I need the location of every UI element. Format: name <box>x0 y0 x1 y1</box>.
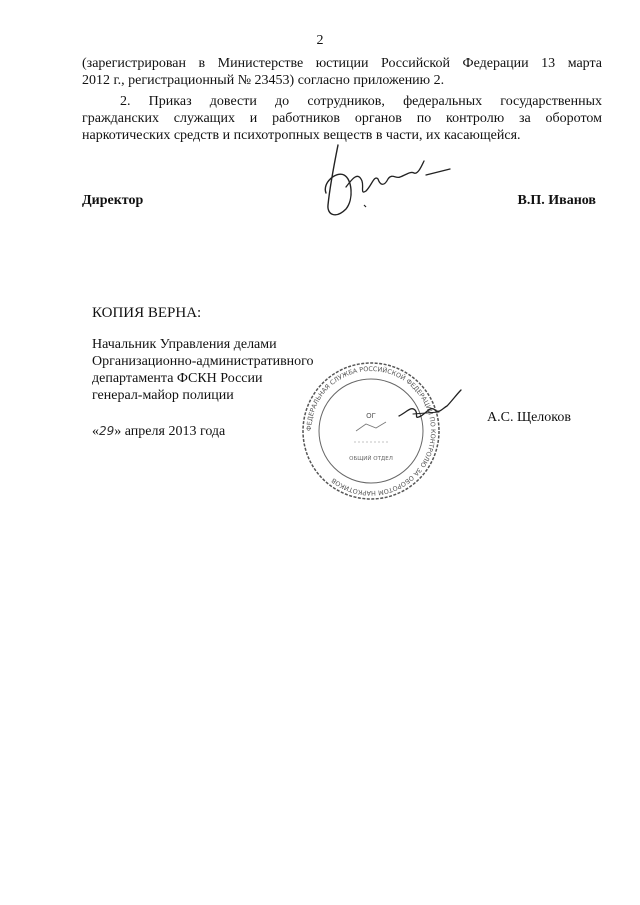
paragraph-1-line-2: 2012 г., регистрационный № 23453) согласно приложению 2. <box>82 73 445 88</box>
signer-position-line-3: департамента ФСКН России <box>92 371 263 386</box>
paragraph-2-line-3: наркотических средств и психотропных веществ в части, их касающейся. <box>82 128 521 143</box>
date-open-quote: « <box>92 424 99 439</box>
paragraph-1 <box>82 55 602 89</box>
official-seal <box>296 356 446 506</box>
director-name: В.П. Иванов <box>517 193 596 208</box>
copy-date <box>92 424 225 440</box>
date-rest: » апреля 2013 года <box>114 424 226 439</box>
director-signature <box>300 135 470 225</box>
paragraph-2-line-2: гражданских служащих и работников органов по контролю за оборотом <box>82 111 602 126</box>
seal-center-text: ОГ <box>366 412 376 420</box>
date-day: 29 <box>99 424 115 438</box>
signer-name: А.С. Щелоков <box>487 410 571 425</box>
seal-lower-text: ОБЩИЙ ОТДЕЛ <box>349 456 393 462</box>
svg-text:ФЕДЕРАЛЬНАЯ СЛУЖБА РОССИЙСКОЙ <box>305 365 437 497</box>
page-number: 2 <box>316 33 324 48</box>
signer-position-line-2: Организационно-административного <box>92 354 314 369</box>
copy-verified-label: КОПИЯ ВЕРНА: <box>92 305 202 321</box>
director-title: Директор <box>82 193 144 208</box>
signer-position <box>92 336 314 404</box>
signer-position-line-1: Начальник Управления делами <box>92 337 277 352</box>
paragraph-2-line-1: 2. Приказ довести до сотрудников, федеральных государственных <box>120 94 602 109</box>
signer-signature <box>395 386 465 431</box>
paragraph-1-line-1: (зарегистрирован в Министерстве юстиции Российской Федерации 13 марта <box>82 56 602 71</box>
signer-position-line-4: генерал-майор полиции <box>92 388 234 403</box>
seal-outer-text: ФЕДЕРАЛЬНАЯ СЛУЖБА РОССИЙСКОЙ ФЕДЕРАЦИИ ПО КОНТРОЛЮ ЗА ОБОРОТОМ НАРКОТИКОВ <box>304 364 438 498</box>
